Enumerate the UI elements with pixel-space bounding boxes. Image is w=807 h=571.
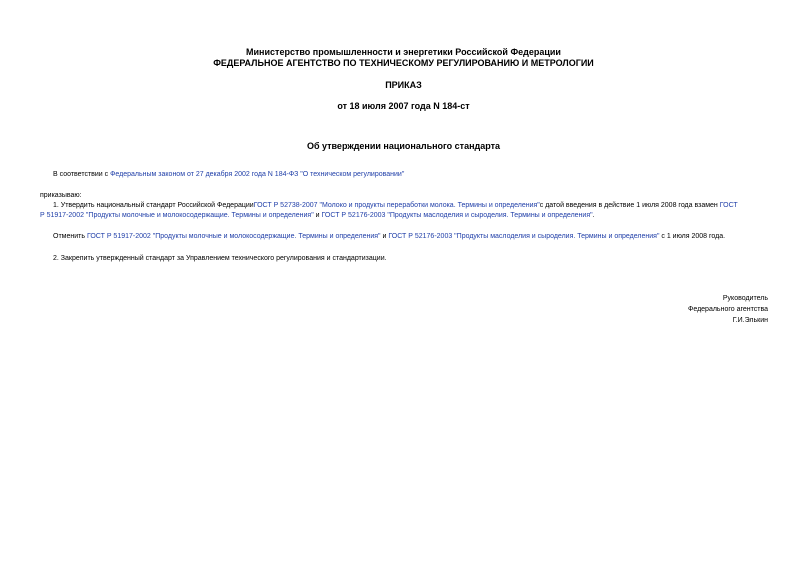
order-subject: Об утверждении национального стандарта xyxy=(306,141,501,151)
paragraph-basis-text: В соответствии с xyxy=(53,171,111,178)
paragraph-order-word: приказываю: xyxy=(40,192,82,199)
cancel-text: Отменить xyxy=(53,233,87,240)
gost-52738-link[interactable]: ГОСТ Р 52738-2007 "Молоко и продукты переработки молока. Термины и определения" xyxy=(253,202,540,209)
cancel-gost-51917-link[interactable]: ГОСТ Р 51917-2002 "Продукты молочные и молокосодержащие. Термины и определения" xyxy=(86,233,381,240)
cancel-text-date: с 1 июля 2008 года. xyxy=(659,233,726,240)
paragraph-approve-line2 xyxy=(40,211,595,221)
agency-heading: ФЕДЕРАЛЬНОЕ АГЕНТСТВО ПО ТЕХНИЧЕСКОМУ РЕГУЛИРОВАНИЮ И МЕТРОЛОГИИ xyxy=(213,58,594,68)
approve-text-and: и xyxy=(313,212,322,219)
signature-position: Руководитель xyxy=(722,295,768,302)
gost-52176-link[interactable]: ГОСТ Р 52176-2003 "Продукты маслоделия и сыроделия. Термины и определения" xyxy=(321,212,593,219)
federal-law-link[interactable]: Федеральным законом от 27 декабря 2002 года N 184-ФЗ "О техническом регулировании" xyxy=(110,171,405,178)
approve-text-date: с датой введения в действие 1 июля 2008 года взамен xyxy=(539,202,720,209)
order-title: ПРИКАЗ xyxy=(385,80,422,90)
approve-text-end: . xyxy=(592,212,595,219)
cancel-gost-52176-link[interactable]: ГОСТ Р 52176-2003 "Продукты маслоделия и сыроделия. Термины и определения" xyxy=(388,233,660,240)
ministry-heading: Министерство промышленности и энергетики Российской Федерации xyxy=(246,47,561,57)
signature-agency: Федерального агентства xyxy=(688,306,768,313)
approve-text: 1. Утвердить национальный стандарт Российской Федерации xyxy=(53,202,254,209)
paragraph-basis xyxy=(53,170,404,180)
paragraph-assign: 2. Закрепить утвержденный стандарт за Управлением технического регулирования и стандартизации. xyxy=(53,255,387,262)
signature-name: Г.И.Элькин xyxy=(732,317,768,324)
cancel-text-and: и xyxy=(380,233,389,240)
gost-51917-link-part1[interactable]: ГОСТ xyxy=(719,202,738,209)
paragraph-approve-line1 xyxy=(53,201,738,211)
order-date: от 18 июля 2007 года N 184-ст xyxy=(337,101,470,111)
gost-51917-link-part2[interactable]: Р 51917-2002 "Продукты молочные и молокосодержащие. Термины и определения" xyxy=(40,212,314,219)
paragraph-cancel xyxy=(53,232,725,242)
